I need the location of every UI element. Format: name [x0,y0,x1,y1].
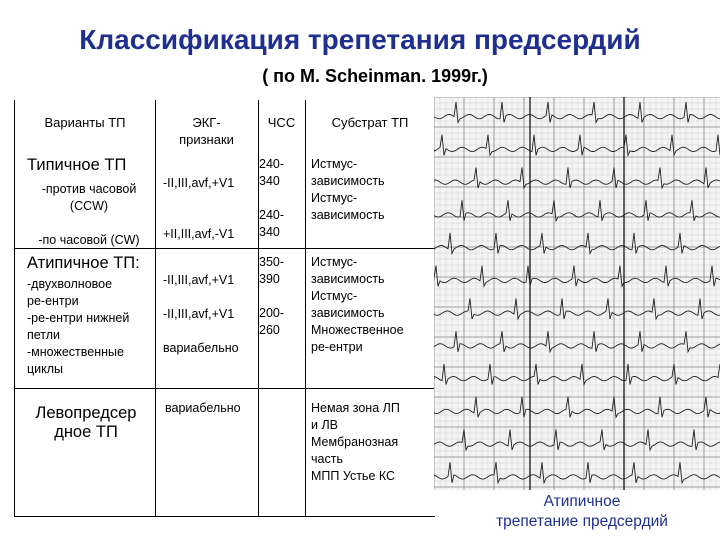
row-typical-subtypes: -против часовой (CCW) -по часовой (CW) [38,182,140,247]
row-atypical-name: Атипичное ТП: [27,254,140,272]
row-typical-hr: 240- 340 240- 340 [259,157,285,239]
row-divider [15,388,435,389]
column-divider [305,100,306,516]
row-typical-substrate: Истмус- зависимость Истмус- зависимость [311,157,385,222]
row-atypical-substrate: Истмус- зависимость Истмус- зависимость Множественное ре-ентри [311,255,404,354]
row-typical-name: Типичное ТП [27,156,127,174]
header-substrate: Субстрат ТП [331,115,409,130]
row-typical-ecg: -II,III,avf,+V1 +II,III,avf,-V1 [163,176,235,241]
ecg-tracing-graphic [434,97,720,490]
row-left-atrial-substrate: Немая зона ЛП и ЛВ Мембранозная часть МПП Устье КС [311,401,400,483]
header-variants: Варианты ТП [44,115,126,130]
classification-table [14,100,435,517]
slide-title: Классификация трепетания предсердий [79,24,641,55]
ecg-caption: Атипичное трепетание предсердий [496,493,668,530]
header-hr: ЧСС [267,115,296,130]
row-left-atrial-name: Левопредсер дное ТП [35,404,137,441]
slide-subtitle: ( по M. Scheinman. 1999г.) [262,66,488,86]
row-atypical-subtypes: -двухволновое ре-ентри -ре-ентри нижней петли -множественные циклы [27,277,130,376]
row-left-atrial-ecg: вариабельно [165,401,241,415]
column-divider [155,100,156,516]
row-atypical-ecg: -II,III,avf,+V1 -II,III,avf,+V1 вариабельно [163,273,239,355]
ecg-image [434,97,720,490]
row-atypical-hr: 350- 390 200- 260 [259,255,285,337]
header-ecg: ЭКГ- признаки [179,115,234,147]
